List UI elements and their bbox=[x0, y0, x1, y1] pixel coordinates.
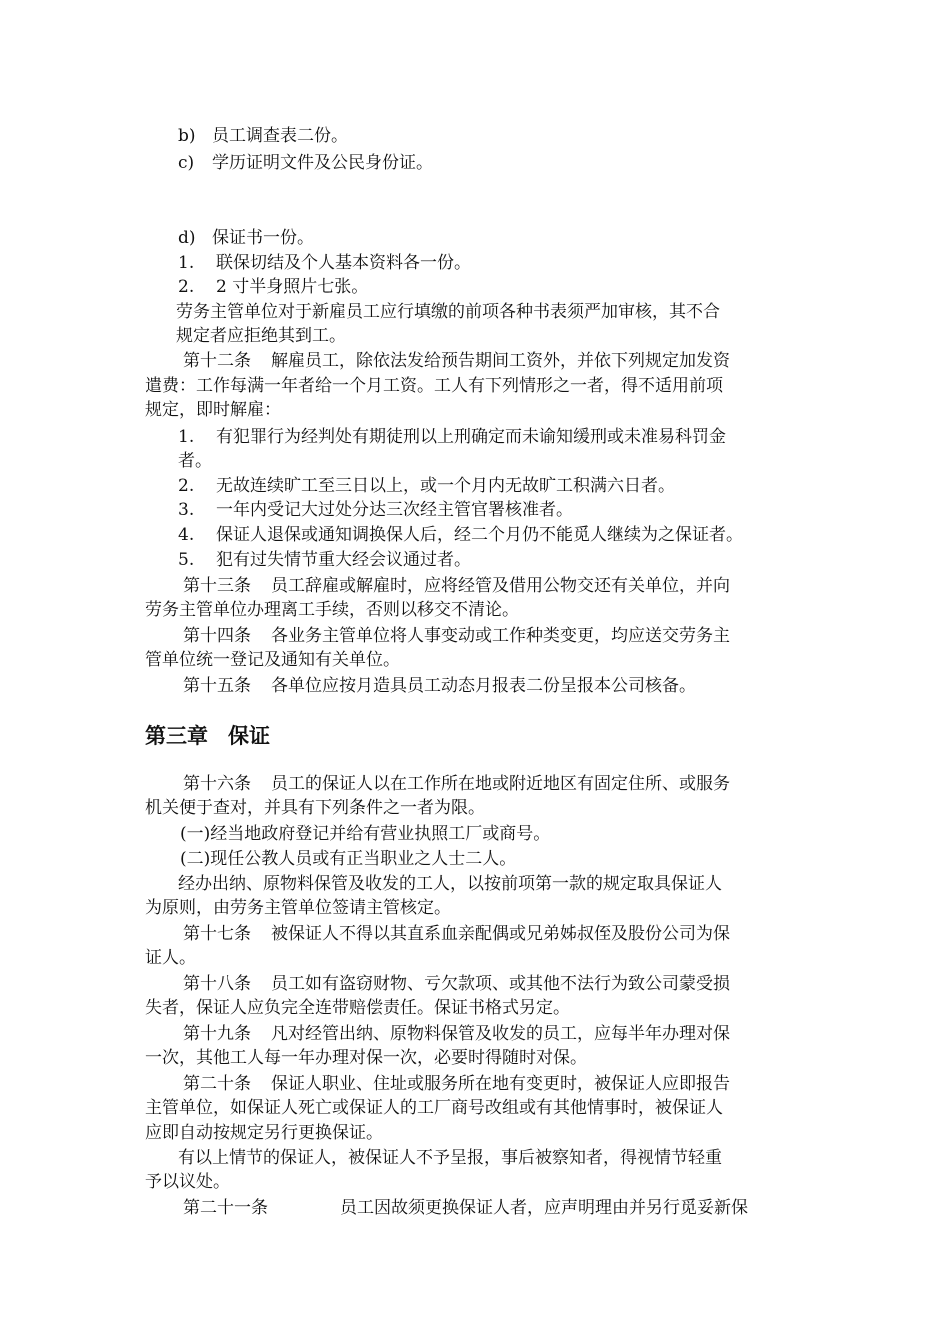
list-marker: d) bbox=[178, 228, 196, 248]
numbered-item-2 bbox=[178, 275, 368, 299]
article-title: 第十八条 bbox=[183, 974, 251, 994]
list-item-d bbox=[178, 226, 314, 250]
list-marker: 5. bbox=[178, 550, 195, 570]
article-text: 员工辞雇或解雇时，应将经管及借用公物交还有关单位，并向 bbox=[271, 576, 730, 596]
article-13-line bbox=[183, 574, 730, 598]
article-title: 第十九条 bbox=[183, 1024, 251, 1044]
article-16-line bbox=[183, 772, 730, 796]
article-17-line bbox=[183, 922, 730, 946]
article-14-line bbox=[183, 624, 730, 648]
dismissal-item-1-continued: 者。 bbox=[178, 451, 212, 471]
list-marker: 4. bbox=[178, 525, 195, 545]
chapter-number: 第三章 bbox=[145, 724, 208, 748]
article-15-line bbox=[183, 674, 696, 698]
article-12-line bbox=[183, 349, 730, 373]
list-marker: 2. bbox=[178, 277, 195, 297]
list-text: 一年内受记大过处分达三次经主管官署核准者。 bbox=[216, 500, 573, 520]
condition-1: (一)经当地政府登记并给有营业执照工厂或商号。 bbox=[180, 824, 551, 844]
article-title: 第二十条 bbox=[183, 1074, 251, 1094]
article-text: 员工的保证人以在工作所在地或附近地区有固定住所、或服务 bbox=[271, 774, 730, 794]
article-text: 员工因故须更换保证人者，应声明理由并另行觅妥新保 bbox=[340, 1198, 748, 1218]
list-text: 有犯罪行为经判处有期徒刑以上刑确定而未谕知缓刑或未准易科罚金 bbox=[216, 427, 726, 447]
article-text: 解雇员工，除依法发给预告期间工资外，并依下列规定加发资 bbox=[271, 351, 730, 371]
article-title: 第二十一条 bbox=[183, 1198, 268, 1218]
article-20-line bbox=[183, 1072, 730, 1096]
paragraph-line: 证人。 bbox=[145, 948, 196, 968]
paragraph-line: 经办出纳、原物料保管及收发的工人，以按前项第一款的规定取具保证人 bbox=[178, 874, 722, 894]
list-text: 员工调查表二份。 bbox=[212, 126, 348, 146]
chapter-heading bbox=[145, 722, 270, 750]
paragraph-line: 劳务主管单位办理离工手续，否则以移交不清论。 bbox=[145, 600, 519, 620]
article-title: 第十四条 bbox=[183, 626, 251, 646]
list-marker: 3. bbox=[178, 500, 195, 520]
paragraph-line: 一次，其他工人每一年办理对保一次，必要时得随时对保。 bbox=[145, 1048, 587, 1068]
paragraph-line: 应即自动按规定另行更换保证。 bbox=[145, 1123, 383, 1143]
article-title: 第十六条 bbox=[183, 774, 251, 794]
article-text: 各单位应按月造具员工动态月报表二份呈报本公司核备。 bbox=[271, 676, 696, 696]
list-marker: 1. bbox=[178, 427, 195, 447]
paragraph-line: 规定者应拒绝其到工。 bbox=[176, 326, 346, 346]
chapter-title: 保证 bbox=[228, 724, 270, 748]
paragraph-line: 主管单位，如保证人死亡或保证人的工厂商号改组或有其他情事时，被保证人 bbox=[145, 1098, 723, 1118]
article-text: 凡对经管出纳、原物料保管及收发的员工，应每半年办理对保 bbox=[271, 1024, 730, 1044]
article-title: 第十二条 bbox=[183, 351, 251, 371]
article-title: 第十七条 bbox=[183, 924, 251, 944]
list-marker: 1. bbox=[178, 253, 195, 273]
article-text: 被保证人不得以其直系血亲配偶或兄弟姊叔侄及股份公司为保 bbox=[271, 924, 730, 944]
list-marker: b) bbox=[178, 126, 196, 146]
article-title: 第十五条 bbox=[183, 676, 251, 696]
list-text: 联保切结及个人基本资料各一份。 bbox=[216, 253, 471, 273]
paragraph-line: 劳务主管单位对于新雇员工应行填缴的前项各种书表须严加审核，其不合 bbox=[176, 302, 720, 322]
dismissal-item-4 bbox=[178, 523, 743, 547]
article-text: 员工如有盗窃财物、亏欠款项、或其他不法行为致公司蒙受损 bbox=[271, 974, 730, 994]
article-19-line bbox=[183, 1022, 730, 1046]
numbered-item-1 bbox=[178, 251, 471, 275]
list-text: 无故连续旷工至三日以上，或一个月内无故旷工积满六日者。 bbox=[216, 476, 675, 496]
paragraph-line: 管单位统一登记及通知有关单位。 bbox=[145, 650, 400, 670]
dismissal-item-1 bbox=[178, 425, 726, 449]
list-text: 2 寸半身照片七张。 bbox=[216, 277, 369, 297]
article-text: 各业务主管单位将人事变动或工作种类变更，均应送交劳务主 bbox=[271, 626, 730, 646]
dismissal-item-5 bbox=[178, 548, 471, 572]
list-text: 学历证明文件及公民身份证。 bbox=[212, 153, 433, 173]
dismissal-item-3 bbox=[178, 498, 573, 522]
article-18-line bbox=[183, 972, 730, 996]
dismissal-item-2 bbox=[178, 474, 675, 498]
list-text: 犯有过失情节重大经会议通过者。 bbox=[216, 550, 471, 570]
list-text: 保证书一份。 bbox=[212, 228, 314, 248]
paragraph-line: 规定，即时解雇： bbox=[145, 400, 281, 420]
list-item-c bbox=[178, 151, 433, 175]
paragraph-line: 有以上情节的保证人，被保证人不予呈报，事后被察知者，得视情节轻重 bbox=[178, 1148, 722, 1168]
list-item-b bbox=[178, 124, 348, 148]
condition-2: (二)现任公教人员或有正当职业之人士二人。 bbox=[180, 849, 517, 869]
paragraph-line: 予以议处。 bbox=[145, 1172, 230, 1192]
paragraph-line: 为原则，由劳务主管单位签请主管核定。 bbox=[145, 898, 451, 918]
paragraph-line: 失者，保证人应负完全连带赔偿责任。保证书格式另定。 bbox=[145, 998, 570, 1018]
list-marker: 2. bbox=[178, 476, 195, 496]
paragraph-line: 机关便于查对，并具有下列条件之一者为限。 bbox=[145, 798, 485, 818]
article-title: 第十三条 bbox=[183, 576, 251, 596]
list-text: 保证人退保或通知调换保人后，经二个月仍不能觅人继续为之保证者。 bbox=[216, 525, 743, 545]
article-text: 保证人职业、住址或服务所在地有变更时，被保证人应即报告 bbox=[271, 1074, 730, 1094]
article-21-line bbox=[183, 1196, 748, 1220]
list-marker: c) bbox=[178, 153, 195, 173]
paragraph-line: 遣费：工作每满一年者给一个月工资。工人有下列情形之一者，得不适用前项 bbox=[145, 376, 723, 396]
